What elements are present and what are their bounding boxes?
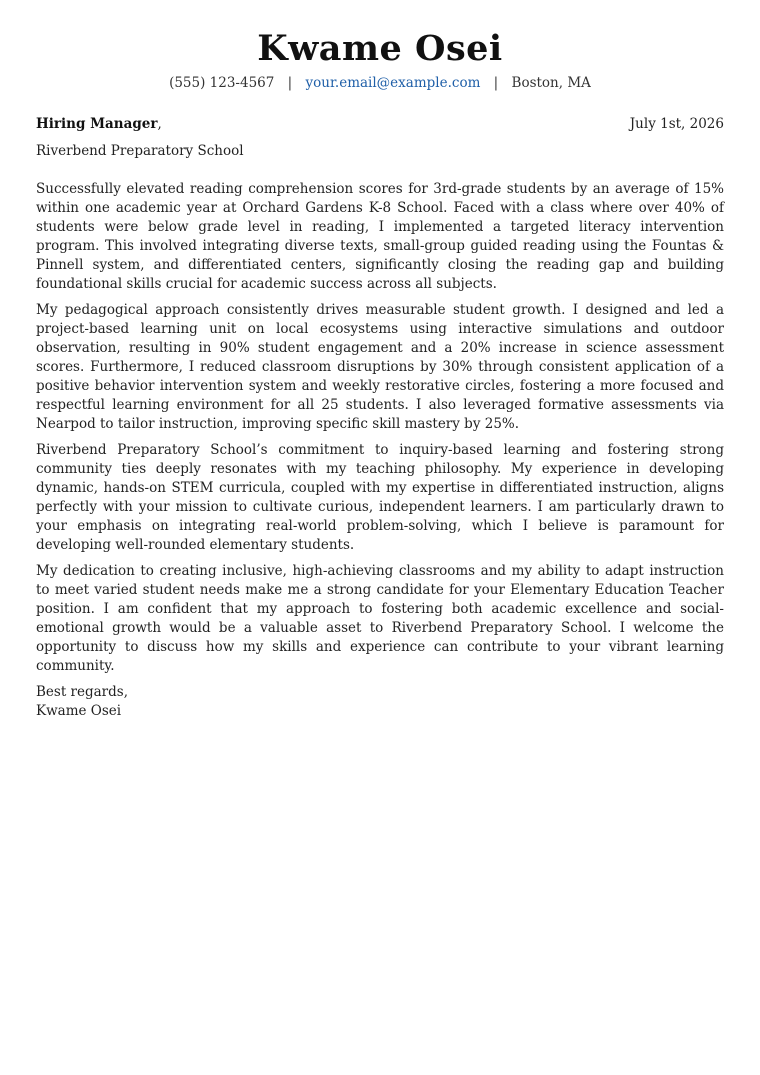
location: Boston, MA [511,75,591,91]
email-link[interactable]: your.email@example.com [305,75,481,91]
contact-separator: | [287,75,293,91]
recipient-title: Hiring Manager [36,116,158,132]
closing-block [36,683,724,721]
body-paragraph: Riverbend Preparatory School’s commitment to inquiry-based learning and fostering strong community ties deeply resonates with my teaching philosophy. My experience in developing dynamic, hands-on STEM curricula, coupled with my expertise in differentiated instruction, aligns perfectly with your mission to cultivate curious, independent learners. I am particularly drawn to your emphasis on integrating real-world problem-solving, which I believe is paramount for developing well-rounded elementary students. [36,442,724,553]
closing-salutation: Best regards, [36,684,129,700]
recipient-line [36,114,162,134]
recipient-date-row [36,114,724,134]
applicant-name: Kwame Osei [257,28,503,69]
letter-date: July 1st, 2026 [629,116,724,132]
recipient-title-suffix: , [157,116,162,132]
phone-number: (555) 123-4567 [169,75,275,91]
body-paragraph: Successfully elevated reading comprehension scores for 3rd-grade students by an average of 15% within one academic year at Orchard Gardens K-8 School. Faced with a class where over 40% of students were below grade level in reading, I implemented a targeted literacy intervention program. This involved integrating diverse texts, small-group guided reading using the Fountas & Pinnell system, and differentiated centers, significantly closing the reading gap and building foundational skills crucial for academic success across all subjects. [36,181,724,292]
recipient-organization: Riverbend Preparatory School [36,143,244,159]
body-paragraph: My dedication to creating inclusive, high-achieving classrooms and my ability to adapt instruction to meet varied student needs make me a strong candidate for your Elementary Education Teacher position. I am confident that my approach to fostering both academic excellence and social-emotional growth would be a valuable asset to Riverbend Preparatory School. I welcome the opportunity to discuss how my skills and experience can contribute to your vibrant learning community. [36,563,724,674]
signature-name: Kwame Osei [36,703,122,719]
letter-body [36,180,724,676]
contact-line [36,73,724,93]
contact-separator: | [493,75,499,91]
body-paragraph: My pedagogical approach consistently drives measurable student growth. I designed and led a project-based learning unit on local ecosystems using interactive simulations and outdoor observation, resulting in 90% student engagement and a 20% increase in science assessment scores. Furthermore, I reduced classroom disruptions by 30% through consistent application of a positive behavior intervention system and weekly restorative circles, fostering a more focused and respectful learning environment for all 25 students. I also leveraged formative assessments via Nearpod to tailor instruction, improving specific skill mastery by 25%. [36,302,724,432]
